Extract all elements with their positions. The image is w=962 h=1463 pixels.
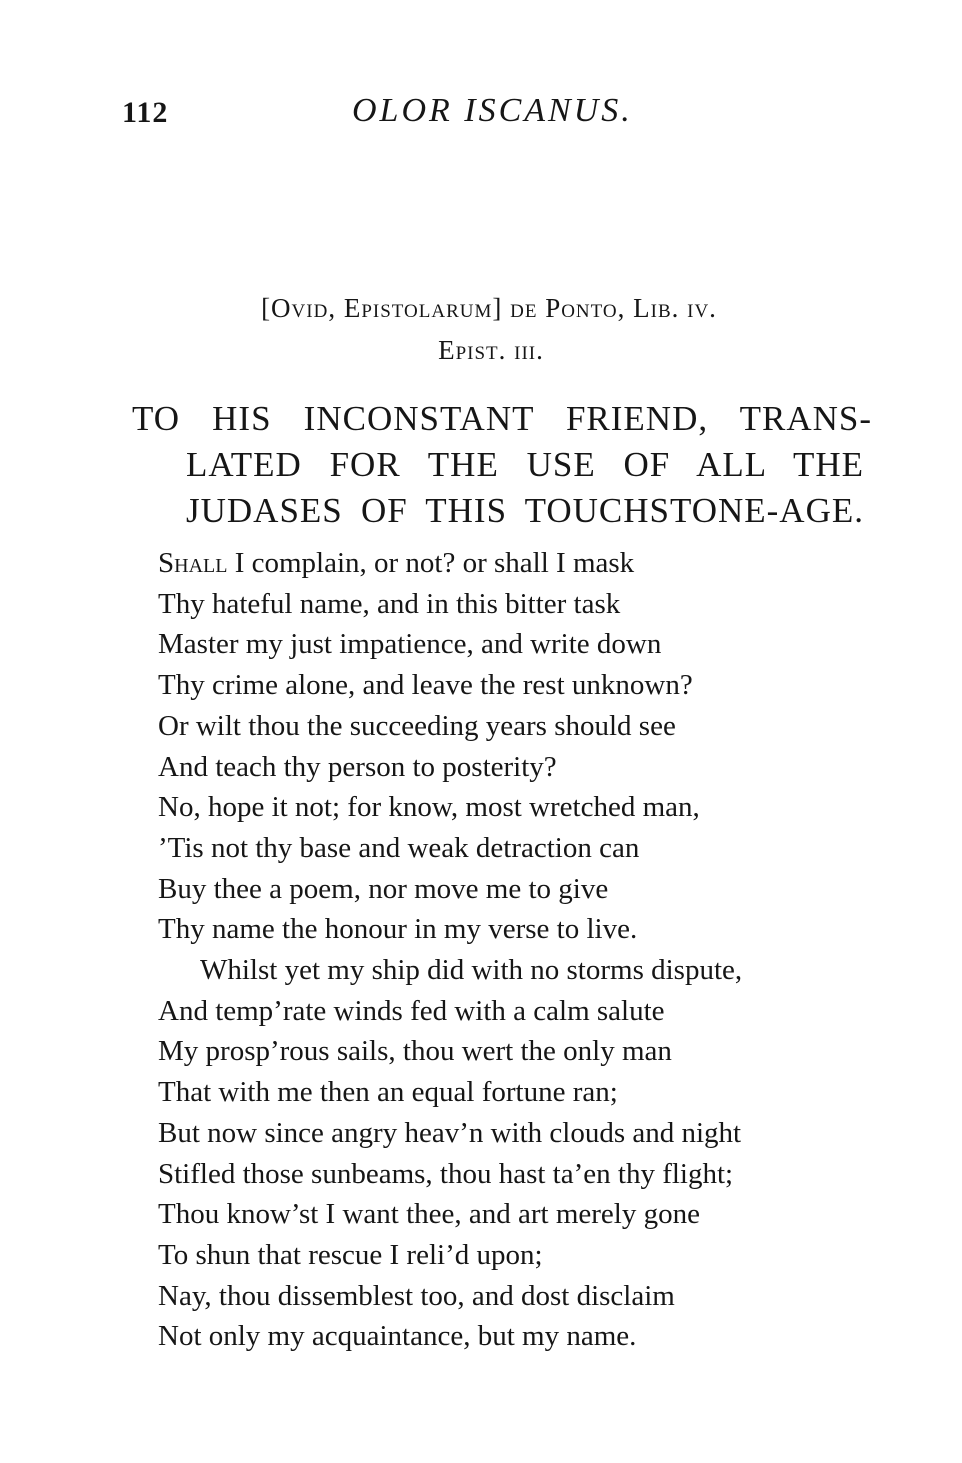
poem-title: [132, 396, 892, 534]
poem-opening-word: Shall: [158, 547, 228, 579]
poem-line-1: [158, 543, 742, 584]
page-number: 112: [122, 96, 169, 129]
poem-line: Stifled those sunbeams, thou hast ta’en thy flight;: [158, 1157, 734, 1190]
poem-line: Whilst yet my ship did with no storms dispute,: [200, 954, 743, 987]
poem-line: Nay, thou dissemblest too, and dost disclaim: [158, 1279, 675, 1312]
poem-title-line-3: JUDASES OF THIS TOUCHSTONE-AGE.: [186, 491, 864, 530]
poem-line: And teach thy person to posterity?: [158, 750, 557, 783]
poem-line: Master my just impatience, and write down: [158, 628, 662, 661]
poem-line: But now since angry heav’n with clouds and night: [158, 1116, 742, 1149]
running-title: OLOR ISCANUS.: [352, 92, 633, 129]
poem-line: Not only my acquaintance, but my name.: [158, 1320, 637, 1353]
source-citation-line-2: Epist. iii.: [438, 335, 544, 365]
poem-title-line-2: LATED FOR THE USE OF ALL THE: [186, 445, 864, 484]
poem-line: ’Tis not thy base and weak detraction can: [158, 831, 640, 864]
poem-line: And temp’rate winds fed with a calm salute: [158, 994, 665, 1027]
poem-line: To shun that rescue I reli’d upon;: [158, 1238, 543, 1271]
poem-title-line-1: TO HIS INCONSTANT FRIEND, TRANS-: [132, 399, 872, 438]
poem-line: Buy thee a poem, nor move me to give: [158, 872, 609, 905]
poem-line: Or wilt thou the succeeding years should see: [158, 709, 676, 742]
poem-line: No, hope it not; for know, most wretched man,: [158, 791, 700, 824]
poem-line: Thy name the honour in my verse to live.: [158, 913, 638, 946]
source-citation-line-1: [Ovid, Epistolarum] de Ponto, Lib. iv.: [261, 293, 717, 323]
poem-line: That with me then an equal fortune ran;: [158, 1076, 618, 1109]
poem-line: Thy hateful name, and in this bitter task: [158, 587, 621, 620]
poem-body: [158, 543, 742, 1357]
poem-line: Thou know’st I want thee, and art merely gone: [158, 1198, 700, 1231]
poem-line: My prosp’rous sails, thou wert the only man: [158, 1035, 672, 1068]
poem-line: Thy crime alone, and leave the rest unknown?: [158, 669, 693, 702]
poem-line-1-rest: I complain, or not? or shall I mask: [227, 547, 635, 579]
